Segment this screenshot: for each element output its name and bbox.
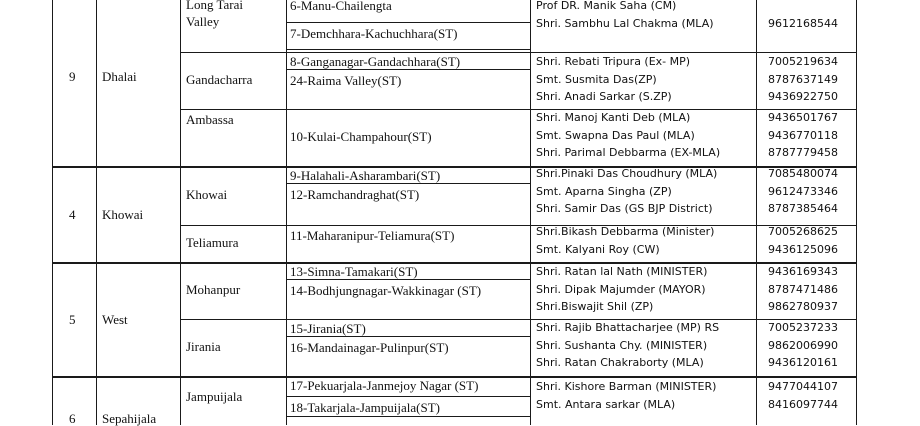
- subdivision-name: Long Tarai: [186, 0, 243, 12]
- contact-phone: 9862006990: [768, 338, 838, 352]
- column-rule: [96, 0, 97, 425]
- contact-name: Smt. Kalyani Roy (CW): [536, 242, 660, 256]
- contact-name: Shri.Biswajit Shil (ZP): [536, 300, 654, 313]
- constituency-name: 7-Demchhara-Kachuchhara(ST): [290, 26, 458, 41]
- contact-phone: 9436125096: [768, 242, 838, 256]
- constituency-rule: [286, 22, 530, 23]
- district-name: Khowai: [102, 207, 144, 222]
- contact-phone: 9612473346: [768, 184, 838, 198]
- contact-name: Shri. Ratan Chakraborty (MLA): [536, 356, 704, 369]
- constituency-name: 24-Raima Valley(ST): [290, 73, 402, 88]
- subdivision-rule: [180, 109, 856, 110]
- subdivision-name: Jirania: [186, 338, 221, 354]
- contact-phone: 8787637149: [768, 72, 838, 86]
- constituency-rule: [286, 279, 530, 280]
- subdivision-name: Mohanpur: [186, 281, 241, 297]
- constituency-rule: [286, 69, 530, 70]
- contact-phone: 9612168544: [768, 16, 838, 30]
- contact-name: Shri. Samir Das (GS BJP District): [536, 202, 713, 215]
- contact-phone: 9436922750: [768, 90, 838, 103]
- contact-name: Smt. Aparna Singha (ZP): [536, 184, 672, 198]
- contact-phone: 8787471486: [768, 282, 838, 296]
- subdivision-name: Jampuijala: [186, 389, 243, 404]
- row-rule: [52, 166, 856, 168]
- subdivision-name: Gandacharra: [186, 71, 253, 87]
- constituency-name: 10-Kulai-Champahour(ST): [290, 129, 432, 144]
- contact-name: Shri. Dipak Majumder (MAYOR): [536, 282, 706, 296]
- contact-name: Shri.Pinaki Das Choudhury (MLA): [536, 167, 718, 180]
- district-name: Dhalai: [102, 69, 137, 84]
- constituency-name: 9-Halahali-Asharambari(ST): [290, 168, 441, 183]
- contact-phone: 8416097744: [768, 397, 838, 411]
- subdivision-rule: [180, 225, 856, 226]
- contact-phone: 7005237233: [768, 321, 838, 334]
- subdivision-name: Ambassa: [186, 112, 234, 127]
- contact-phone: 9436770118: [768, 128, 838, 142]
- contact-name: Shri. Ratan lal Nath (MINISTER): [536, 265, 708, 278]
- subdivision-rule: [180, 319, 856, 320]
- serial-number: 9: [69, 69, 76, 84]
- subdivision-name: Teliamura: [186, 234, 239, 250]
- column-rule: [530, 0, 531, 425]
- contact-phone: 7005219634: [768, 55, 838, 68]
- contact-name: Shri. Manoj Kanti Deb (MLA): [536, 111, 691, 124]
- constituency-name: 15-Jirania(ST): [290, 321, 366, 336]
- constituency-rule: [286, 183, 530, 184]
- contact-phone: 7085480074: [768, 167, 838, 180]
- contact-name: Shri. Anadi Sarkar (S.ZP): [536, 90, 672, 103]
- serial-number: 5: [69, 312, 76, 327]
- subdivision-name: Khowai: [186, 186, 228, 202]
- constituency-box-bottom: [286, 49, 530, 50]
- contact-phone: 8787779458: [768, 146, 838, 159]
- contact-phone: 9477044107: [768, 380, 838, 393]
- contact-name: Shri. Sushanta Chy. (MINISTER): [536, 338, 708, 352]
- contact-phone: 9436501767: [768, 111, 838, 124]
- contact-phone: 9436120161: [768, 356, 838, 369]
- serial-number: 6: [69, 411, 76, 426]
- serial-number: 4: [69, 207, 76, 222]
- contact-name: Shri. Sambhu Lal Chakma (MLA): [536, 16, 714, 30]
- subdivision-rule: [180, 52, 856, 53]
- column-rule: [180, 0, 181, 425]
- contact-name: Shri. Rebati Tripura (Ex- MP): [536, 55, 691, 68]
- contact-name: Shri.Bikash Debbarma (Minister): [536, 225, 715, 238]
- contact-name: Prof DR. Manik Saha (CM): [536, 0, 677, 12]
- contact-phone: 9862780937: [768, 300, 838, 313]
- contact-phone: 7005268625: [768, 225, 838, 238]
- contact-phone: 9436169343: [768, 265, 838, 278]
- column-rule: [856, 0, 857, 425]
- contact-name: Smt. Susmita Das(ZP): [536, 72, 657, 86]
- constituency-name: 11-Maharanipur-Teliamura(ST): [290, 228, 455, 243]
- constituency-name: 16-Mandainagar-Pulinpur(ST): [290, 340, 449, 355]
- contact-name: Shri. Kishore Barman (MINISTER): [536, 380, 717, 393]
- row-rule: [52, 262, 856, 264]
- constituency-name: 12-Ramchandraghat(ST): [290, 187, 420, 202]
- contact-name: Shri. Rajib Bhattacharjee (MP) RS: [536, 321, 720, 334]
- column-rule: [756, 0, 757, 425]
- contact-name: Smt. Antara sarkar (MLA): [536, 397, 676, 411]
- constituency-name: 14-Bodhjungnagar-Wakkinagar (ST): [290, 283, 482, 298]
- column-rule: [52, 0, 53, 425]
- constituency-box-bottom: [286, 416, 530, 417]
- contact-name: Smt. Swapna Das Paul (MLA): [536, 128, 695, 142]
- constituency-rule: [286, 336, 530, 337]
- constituency-name: 18-Takarjala-Jampuijala(ST): [290, 400, 440, 415]
- constituency-rule: [286, 396, 530, 397]
- column-rule: [286, 0, 287, 425]
- subdivision-name: Valley: [186, 14, 220, 29]
- constituency-name: 13-Simna-Tamakari(ST): [290, 264, 418, 279]
- constituency-name: 8-Ganganagar-Gandachhara(ST): [290, 54, 461, 69]
- constituency-name: 6-Manu-Chailengta: [290, 0, 392, 13]
- district-name: West: [102, 312, 128, 327]
- contact-name: Shri. Parimal Debbarma (EX-MLA): [536, 146, 721, 159]
- district-name: Sepahijala: [102, 411, 157, 426]
- constituency-name: 17-Pekuarjala-Janmejoy Nagar (ST): [290, 378, 479, 393]
- contact-phone: 8787385464: [768, 202, 838, 215]
